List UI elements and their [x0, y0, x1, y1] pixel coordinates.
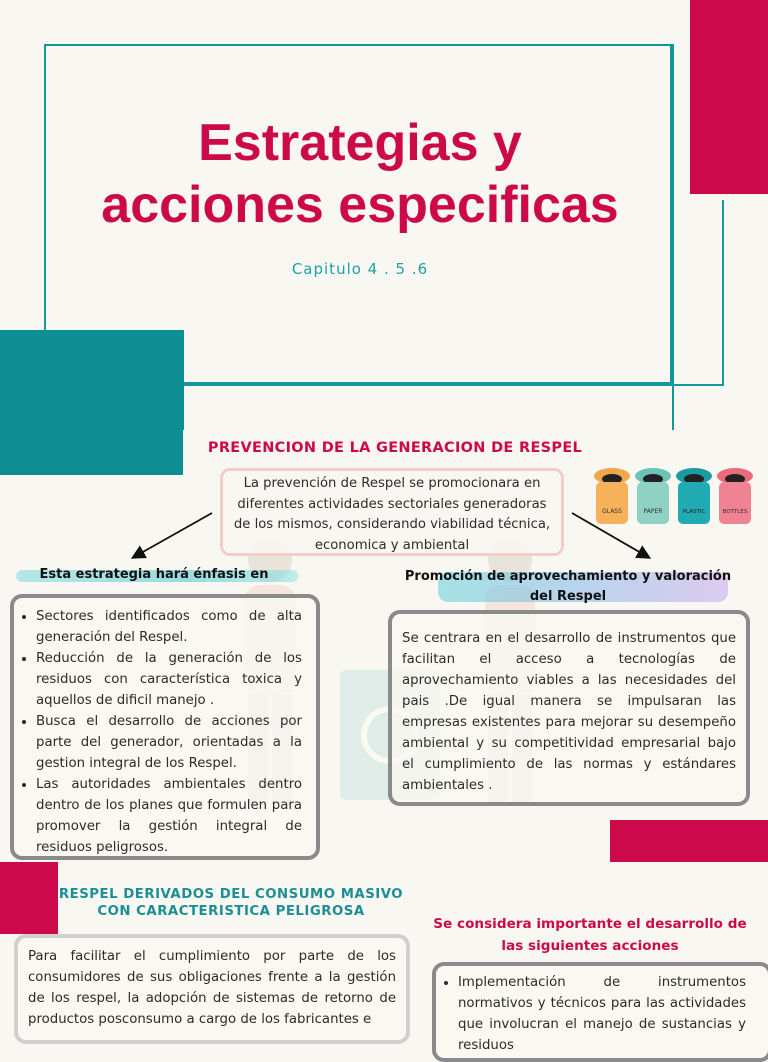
section-title-mass-consumption: RESPEL DERIVADOS DEL CONSUMO MASIVO CON CARACTERISTICA PELIGROSA	[58, 887, 404, 919]
teal-decor-strip	[176, 330, 184, 430]
flow-arrows	[120, 505, 660, 575]
section-title-prevention: PREVENCION DE LA GENERACION DE RESPEL	[207, 440, 583, 456]
mass-consumption-box	[14, 934, 410, 1044]
bottles-bin-icon	[717, 468, 753, 524]
actions-list	[442, 972, 746, 1056]
list-item: • Reducción de la generación de los residuos con característica toxica y aquellos de dificil manejo .	[36, 648, 302, 711]
frame-line-right	[672, 44, 674, 430]
arrow-right-icon	[572, 513, 648, 557]
page-title	[60, 112, 660, 236]
emphasis-list-box	[10, 594, 320, 860]
glass-bin-label: GLASS	[602, 508, 622, 515]
list-item: • Implementación de instrumentos normativos y técnicos para las actividades que involucran el manejo de sustancias y residuos	[458, 972, 746, 1056]
chapter-subtitle: Capitulo 4 . 5 .6	[291, 260, 429, 278]
frame-line-bottom	[180, 384, 724, 386]
mass-consumption-text: Para facilitar el cumplimiento por parte de los consumidores de sus obligaciones frente a la gestión de los respel, la adopción de sistemas de retorno de productos posconsumo a cargo de los fabricantes e	[28, 949, 396, 1027]
promotion-heading: Promoción de aprovechamiento y valoración del Respel	[404, 569, 732, 604]
list-item: • Sectores identificados como de alta generación del Respel.	[36, 606, 302, 648]
promotion-text: Se centrara en el desarrollo de instrumentos que facilitan el acceso a tecnologías de aprovechamiento viables a las necesidades del pais .De igual manera se impulsaran las empresas existentes para mejorar su desempeño ambiental y su competitividad empresarial bajo el cumplimiento de las normas y estándares ambientales .	[402, 631, 736, 793]
red-decor-bottom	[0, 862, 58, 934]
plastic-bin-label: PLASTIC	[682, 509, 706, 515]
frame-line-right-outer	[722, 200, 724, 386]
strategy-emphasis-heading: Esta estrategia hará énfasis en	[39, 567, 269, 582]
list-item: • Las autoridades ambientales dentro dentro de los planes que formulen para promover la gestión integral de residuos peligrosos.	[36, 774, 302, 858]
title-line-1: Estrategias y	[198, 114, 522, 172]
title-line-2: acciones especificas	[101, 176, 619, 234]
intro-text: La prevención de Respel se promocionara en diferentes actividades sectoriales generadoras de los mismos, considerando viabilidad técnica, economica y ambiental	[233, 476, 551, 553]
red-decor-middle	[610, 820, 768, 862]
red-decor-top	[690, 0, 768, 194]
plastic-bin-icon	[676, 468, 712, 524]
section-title-actions: Se considera importante el desarrollo de las siguientes acciones	[433, 916, 747, 954]
promotion-text-box	[388, 610, 750, 806]
paper-bin-label: PAPER	[643, 508, 663, 515]
bottles-bin-label: BOTTLES	[722, 509, 748, 515]
list-item: • Busca el desarrollo de acciones por parte del generador, orientadas a la gestion integral de los Respel.	[36, 711, 302, 774]
actions-list-box	[432, 962, 768, 1062]
emphasis-list	[20, 606, 302, 858]
arrow-left-icon	[134, 513, 212, 557]
